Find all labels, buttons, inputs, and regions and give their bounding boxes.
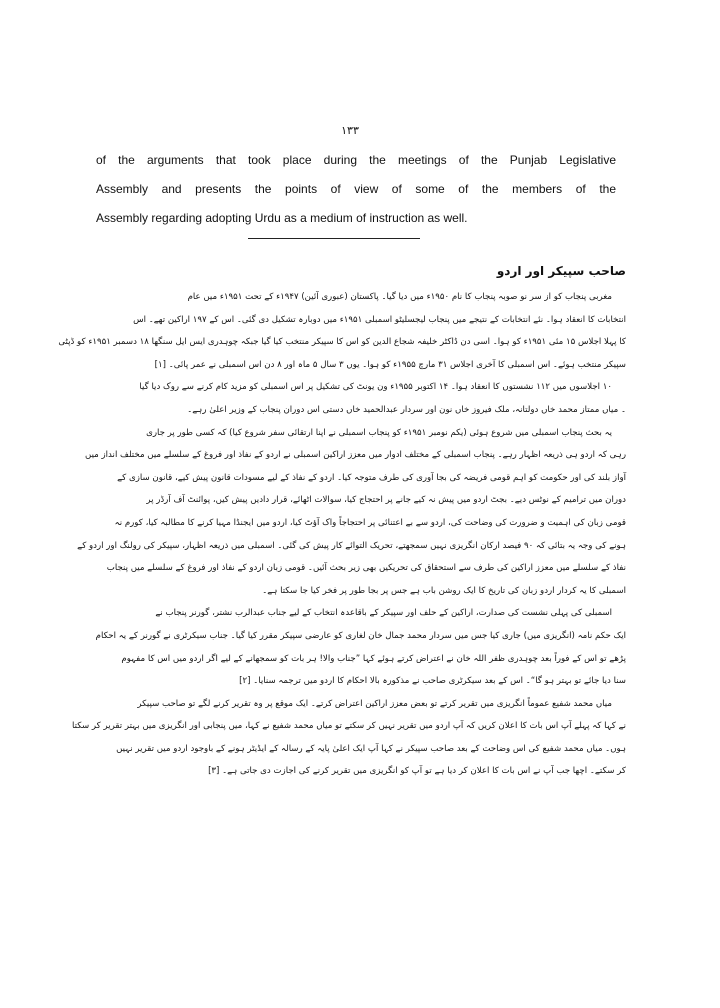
urdu-line: نے کہا کہ پہلے آپ اس بات کا اعلان کریں کہ آپ اردو میں تقریر نہیں کر سکتے تو میاں محمد شفیع نے کہا، میں پنجابی اور انگریزی میں بہتر تقریر کر سکتا bbox=[72, 721, 626, 732]
urdu-line: کا پہلا اجلاس ۱۵ مئی ۱۹۵۱ء کو ہوا۔ اسی دن ڈاکٹر خلیفہ شجاع الدین کو اس کا سپیکر منتخب کیا گیا جبکہ چوہدری ایس ایل سنگھا ۱۸ دسمبر ۱۹۵۱ء کو ڈپٹی bbox=[58, 337, 626, 348]
urdu-line: آواز بلند کی اور حکومت کو اہم قومی فریضہ کی بجا آوری کی طرف متوجہ کیا۔ اردو کے نفاذ کے لیے مسودات قانون پیش کیے، قانون سازی کے bbox=[117, 472, 626, 483]
urdu-line: اسمبلی کی پہلی نشست کی صدارت، اراکین کے حلف اور سپیکر کے باقاعدہ انتخاب کے لیے جناب عبدالرب نشتر، گورنر پنجاب نے bbox=[155, 608, 612, 619]
urdu-line: سنا دیا جائے تو بہتر ہو گا“۔ اس کے بعد سیکرٹری صاحب نے مذکورہ بالا احکام کا اردو میں ترجمہ سنایا۔ [۲] bbox=[239, 676, 626, 687]
urdu-line: رہی کہ اردو ہی ذریعہ اظہار رہے۔ پنجاب اسمبلی کے مختلف ادوار میں معزز اراکین اسمبلی نے اردو کے نفاذ اور فروغ کے سلسلے میں مختلف انداز میں bbox=[85, 450, 626, 461]
urdu-line: قومی زبان کی اہمیت و ضرورت کی وضاحت کی، اردو سے بے اعتنائی پر احتجاجاً واک آؤٹ کیا، اردو میں ایجنڈا مہیا کرنے کا مطالبہ کیا، کورم نہ bbox=[114, 517, 626, 528]
english-line: Assembly regarding adopting Urdu as a medium of instruction as well. bbox=[96, 211, 468, 225]
urdu-line: اسمبلی کا یہ کردار اردو زبان کی تاریخ کا ایک روشن باب ہے جس پر بجا طور پر فخر کیا جا سکتا ہے۔ bbox=[262, 585, 626, 596]
urdu-line: میاں محمد شفیع عموماً انگریزی میں تقریر کرتے تو بعض معزز اراکین اعتراض کرتے۔ ایک موقع پر وہ تقریر کرنے لگے تو صاحب سپیکر bbox=[137, 698, 612, 709]
urdu-line: ۱۰ اجلاسوں میں ۱۱۲ نشستوں کا انعقاد ہوا۔ ۱۴ اکتوبر ۱۹۵۵ء ون یونٹ کی تشکیل پر اس اسمبلی کو مزید کام کرنے سے روک دیا گیا bbox=[139, 382, 612, 393]
urdu-line: دوران میں ترامیم کے نوٹس دیے۔ بجٹ اردو میں پیش نہ کیے جانے پر احتجاج کیا، سوالات اٹھائے، قرار دادیں پیش کیں، پوائنٹ آف آرڈر پر bbox=[146, 495, 626, 506]
english-paragraph bbox=[96, 150, 616, 237]
section-heading: صاحب سپیکر اور اردو bbox=[496, 264, 626, 278]
urdu-line: یہ بحث پنجاب اسمبلی میں شروع ہوئی (یکم نومبر ۱۹۵۱ء کو پنجاب اسمبلی نے اپنا ارتقائی سفر شروع کیا) کہ کسی طور پر جاری bbox=[146, 427, 612, 438]
urdu-line: ہوں۔ میاں محمد شفیع کی اس وضاحت کے بعد صاحب سپیکر نے کہا آپ ایک اعلیٰ پایہ کے رسالہ کے ایڈیٹر ہونے کے باوجود اردو میں تقریر نہیں bbox=[116, 743, 626, 754]
urdu-line: ہونے کی وجہ یہ بتائی کہ ۹۰ فیصد ارکان انگریزی نہیں سمجھتے، تحریک التوائے کار پیش کی گئی۔ اسمبلی میں ذریعہ اظہار، سپیکر کی رولنگ اور اردو کے bbox=[77, 540, 626, 551]
urdu-line: سپیکر منتخب ہوئے۔ اس اسمبلی کا آخری اجلاس ۳۱ مارچ ۱۹۵۵ء کو ہوا۔ یوں ۳ سال ۵ ماہ اور ۸ دن اس اسمبلی نے عمر پائی۔ [۱] bbox=[154, 359, 626, 370]
urdu-line: انتخابات کا انعقاد ہوا۔ نئے انتخابات کے نتیجے میں پنجاب لیجسلیٹو اسمبلی ۱۹۵۱ء میں دوبارہ تشکیل دی گئی۔ اس کے ۱۹۷ اراکین تھے۔ اس bbox=[133, 314, 626, 325]
page-number: ۱۳۳ bbox=[341, 124, 359, 137]
urdu-section bbox=[58, 256, 626, 783]
english-line: of the arguments that took place during the meetings of the Punjab Legislative bbox=[96, 153, 616, 167]
urdu-line: مغربی پنجاب کو از سر نو صوبہ پنجاب کا نام ۱۹۵۰ء میں دیا گیا۔ پاکستان (عبوری آئین) ۱۹۴۷ء کے تحت ۱۹۵۱ء میں عام bbox=[187, 292, 612, 302]
urdu-line: کر سکتے۔ اچھا جب آپ نے اس بات کا اعلان کر دیا ہے تو آپ کو انگریزی میں تقریر کرنے کی اجازت دی جاتی ہے۔ [۳] bbox=[208, 766, 626, 777]
section-divider bbox=[248, 238, 420, 239]
urdu-line: ایک حکم نامہ (انگریزی میں) جاری کیا جس میں سردار محمد جمال خان لغاری کو عارضی سپیکر مقرر کیا گیا۔ جناب سیکرٹری نے گورنر کے یہ احکام bbox=[95, 630, 626, 641]
urdu-line: ۔ میاں ممتاز محمد خاں دولتانہ، ملک فیروز خاں نون اور سردار عبدالحمید خاں دستی اس دوران پنجاب کے وزیر اعلیٰ رہے۔ bbox=[187, 404, 626, 415]
english-line: Assembly and presents the points of view of some of the members of the bbox=[96, 182, 616, 196]
urdu-line: پڑھے تو اس کے فوراً بعد چوہدری ظفر اللہ خان نے اعتراض کرتے ہوئے کہا ”جناب والا! ہر بات کو سمجھانے کے لیے اگر اردو میں اس کا مفہوم bbox=[121, 653, 626, 664]
urdu-line: نفاذ کے سلسلے میں معزز اراکین کی طرف سے استحقاق کی تحریکیں بھی زیر بحث آئیں۔ قومی زبان اردو کے نفاذ اور فروغ کے سلسلے میں پنجاب bbox=[106, 563, 626, 574]
